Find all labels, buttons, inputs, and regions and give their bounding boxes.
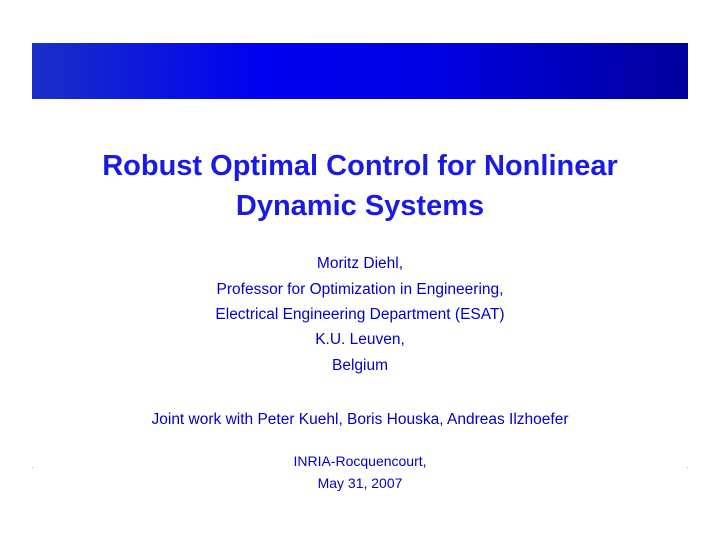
title-line-2: Dynamic Systems [235, 190, 485, 222]
joint-work: Joint work with Peter Kuehl, Boris Houska, Andreas Ilzhoefer [151, 411, 569, 428]
date: May 31, 2007 [317, 475, 403, 491]
author-department: Electrical Engineering Department (ESAT) [215, 306, 505, 323]
author-university: K.U. Leuven, [315, 331, 405, 348]
corner-mark-right [687, 467, 688, 468]
author-name: Moritz Diehl, [316, 255, 404, 272]
title-line-1: Robust Optimal Control for Nonlinear [102, 150, 618, 182]
venue: INRIA-Rocquencourt, [293, 453, 427, 469]
author-position: Professor for Optimization in Engineering, [216, 281, 504, 298]
slide-title [0, 146, 720, 226]
corner-mark-left [32, 467, 33, 468]
header-banner [32, 43, 688, 99]
author-country: Belgium [332, 357, 388, 374]
